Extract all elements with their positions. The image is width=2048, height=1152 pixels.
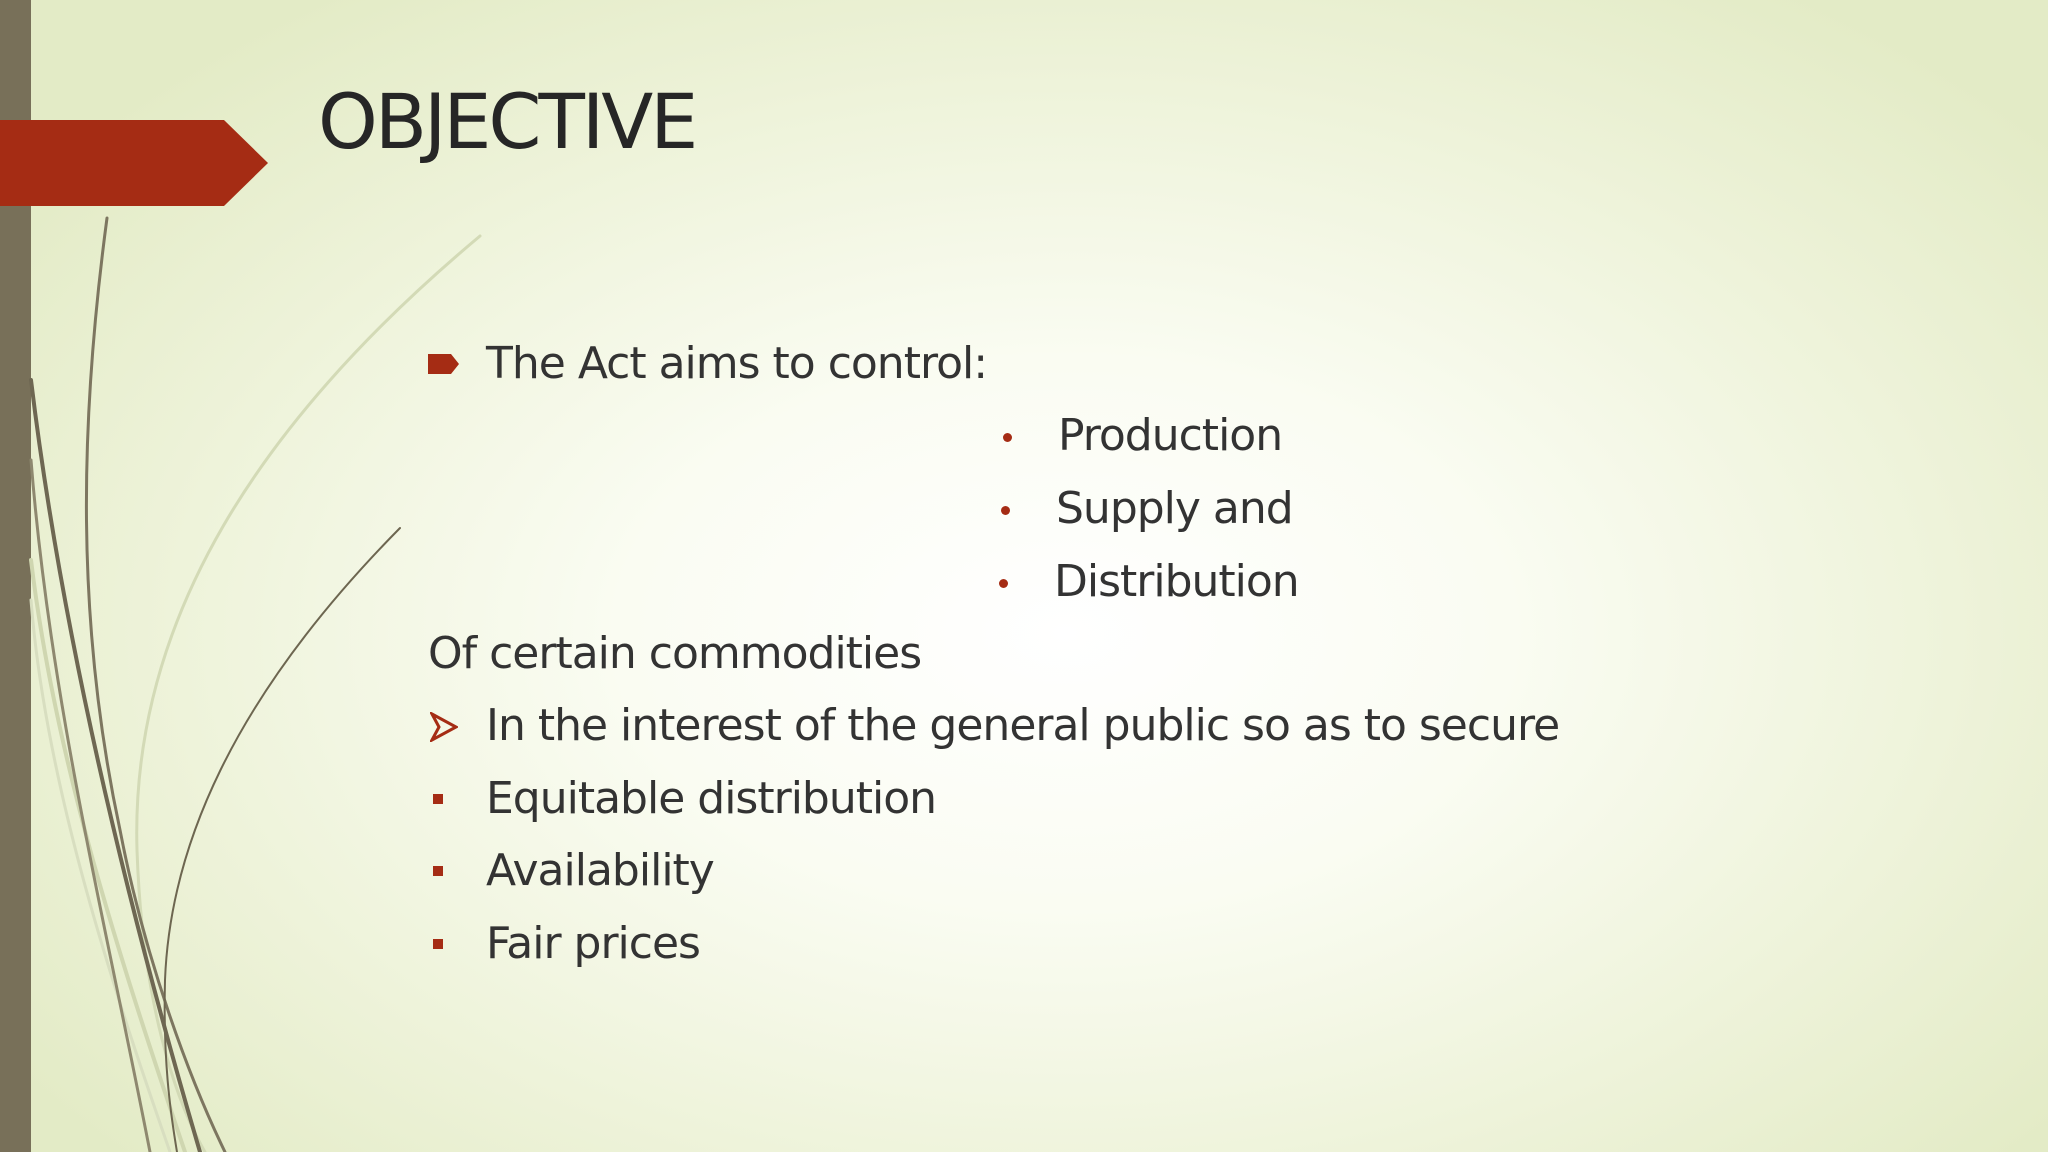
square-bullet-icon bbox=[433, 939, 443, 949]
goal-item-equitable bbox=[430, 773, 937, 824]
commodities-line bbox=[428, 628, 922, 679]
public-interest-line bbox=[430, 700, 1560, 751]
tag-arrow-bullet-icon bbox=[428, 354, 460, 374]
goal-item-fair-prices bbox=[430, 918, 700, 969]
production-label: Production bbox=[1058, 410, 1283, 461]
availability-text: Availability bbox=[486, 845, 714, 896]
square-bullet-icon bbox=[433, 794, 443, 804]
commodities-text: Of certain commodities bbox=[428, 628, 922, 679]
dot-bullet-icon bbox=[999, 579, 1008, 588]
fair-prices-text: Fair prices bbox=[486, 918, 700, 969]
equitable-text: Equitable distribution bbox=[486, 773, 937, 824]
intro-text: The Act aims to control: bbox=[486, 338, 988, 389]
list-item-distribution bbox=[986, 556, 1299, 607]
dot-bullet-icon bbox=[1001, 506, 1010, 515]
list-item-supply bbox=[988, 483, 1293, 534]
list-item-production bbox=[990, 410, 1283, 461]
goal-item-availability bbox=[430, 845, 714, 896]
distribution-label: Distribution bbox=[1054, 556, 1299, 607]
public-interest-text: In the interest of the general public so as to secure bbox=[486, 700, 1560, 751]
outline-arrowhead-bullet-icon bbox=[430, 712, 458, 742]
slide-title: OBJECTIVE bbox=[318, 77, 696, 166]
intro-line bbox=[430, 338, 988, 389]
dot-bullet-icon bbox=[1003, 433, 1012, 442]
square-bullet-icon bbox=[433, 866, 443, 876]
supply-label: Supply and bbox=[1056, 483, 1293, 534]
title-banner-arrow bbox=[0, 120, 270, 206]
